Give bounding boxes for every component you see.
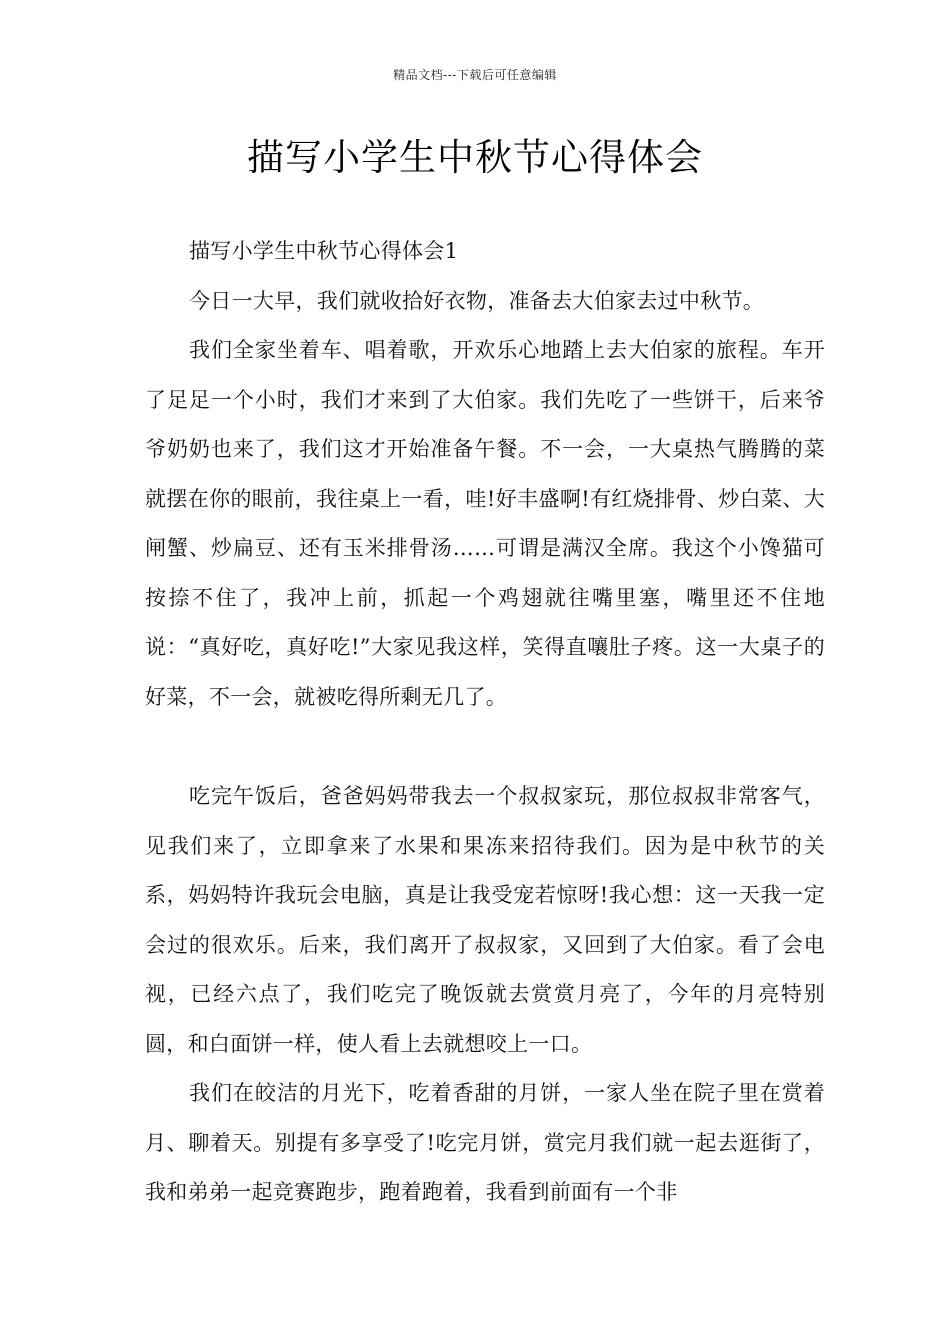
paragraph-2: 我们全家坐着车、唱着歌，开欢乐心地踏上去大伯家的旅程。车开了足足一个小时，我们才来到了大伯家。我们先吃了一些饼干，后来爷爷奶奶也来了，我们这才开始准备午餐。不一会，一大桌热气腾腾的菜就摆在你的眼前，我往桌上一看，哇!好丰盛啊!有红烧排骨、炒白菜、大闸蟹、炒扁豆、还有玉米排骨汤……可谓是满汉全席。我这个小馋猫可按捺不住了，我冲上前，抓起一个鸡翅就往嘴里塞，嘴里还不住地说：“真好吃，真好吃!”大家见我这样，笑得直嚷肚子疼。这一大桌子的好菜，不一会，就被吃得所剩无几了。 (145, 338, 825, 709)
paragraph-gap (145, 722, 825, 772)
header-note: 精品文档---下载后可任意编辑 (393, 68, 557, 82)
document-body (145, 227, 825, 1218)
document-title: 描写小学生中秋节心得体会 (247, 136, 703, 179)
paragraph-4: 我们在皎洁的月光下，吃着香甜的月饼，一家人坐在院子里在赏着月、聊着天。别提有多享受了!吃完月饼，赏完月我们就一起去逛街了，我和弟弟一起竞赛跑步，跑着跑着，我看到前面有一个非 (145, 1081, 825, 1204)
paragraph-3: 吃完午饭后，爸爸妈妈带我去一个叔叔家玩，那位叔叔非常客气，见我们来了，立即拿来了水果和果冻来招待我们。因为是中秋节的关系，妈妈特许我玩会电脑，真是让我受宠若惊呀!我心想：这一天我一定会过的很欢乐。后来，我们离开了叔叔家，又回到了大伯家。看了会电视，已经六点了，我们吃完了晚饭就去赏赏月亮了，今年的月亮特别圆，和白面饼一样，使人看上去就想咬上一口。 (145, 784, 825, 1056)
paragraph-1: 今日一大早，我们就收拾好衣物，准备去大伯家去过中秋节。 (189, 288, 765, 313)
section-subtitle: 描写小学生中秋节心得体会1 (189, 239, 459, 263)
